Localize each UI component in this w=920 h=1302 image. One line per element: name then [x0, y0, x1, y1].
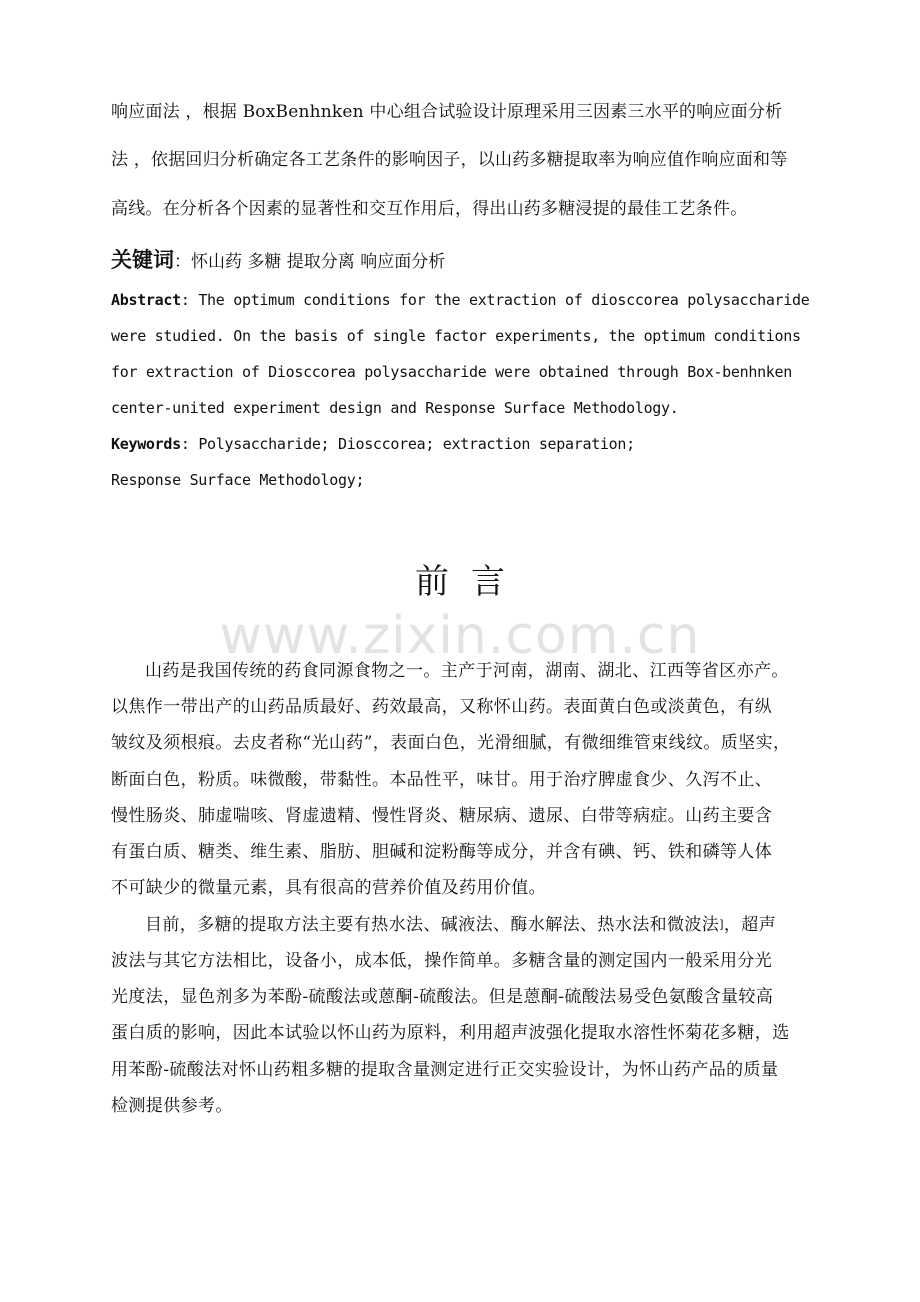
keywords-cn — [111, 246, 445, 276]
abstract-en-line-4: center-united experiment design and Response Surface Methodology. — [111, 399, 679, 417]
keywords-en-text-1: : Polysaccharide; Diosccorea; extraction separation; — [180, 435, 635, 453]
keywords-cn-colon: ： — [174, 252, 191, 272]
para1-line-1: 山药是我国传统的药食同源食物之一。主产于河南，湖南、湖北、江西等省区亦产。 — [145, 661, 789, 681]
abstract-en-line-1 — [111, 289, 809, 311]
keywords-cn-label: 关键词 — [111, 248, 174, 272]
abstract-cn-line-1: 响应面法 ，根据 BoxBenhnken 中心组合试验设计原理采用三因素三水平的响应面分析 — [111, 102, 783, 122]
para1-line-2: 以焦作一带出产的山药品质最好、药效最高，又称怀山药。表面黄白色或淡黄色，有纵 — [111, 697, 773, 717]
abstract-en-label: Abstract — [111, 291, 181, 309]
para2-line-2: 波法与其它方法相比，设备小，成本低，操作简单。多糖含量的测定国内一般采用分光 — [111, 951, 773, 971]
para1-line-4: 断面白色，粉质。味微酸，带黏性。本品性平，味甘。用于治疗脾虚食少、久泻不止、 — [111, 770, 773, 790]
abstract-en-line-2: were studied. On the basis of single factor experiments, the optimum conditions — [111, 327, 801, 345]
para2-line-6: 检测提供参考。 — [111, 1096, 233, 1116]
keywords-en-label: Keywords — [111, 435, 181, 453]
para2-line-1-text: 目前，多糖的提取方法主要有热水法、碱液法、酶水解法、热水法和微波法 — [145, 915, 720, 935]
keywords-en-line-2: Response Surface Methodology; — [111, 471, 365, 489]
keywords-en-line-1 — [111, 433, 635, 455]
abstract-cn-line-2: 法 ，依据回归分析确定各工艺条件的影响因子，以山药多糖提取率为响应值作响应面和等 — [111, 150, 788, 170]
preface-heading: 前言 — [415, 562, 527, 602]
citation-mark: ] — [719, 918, 724, 931]
abstract-en-text-1: : The optimum conditions for the extraction of diosccorea polysaccharide — [180, 291, 810, 309]
para1-line-5: 慢性肠炎、肺虚喘咳、肾虚遗精、慢性肾炎、糖尿病、遗尿、白带等病症。山药主要含 — [111, 806, 773, 826]
abstract-en-line-3: for extraction of Diosccorea polysaccharide were obtained through Box-benhnken — [111, 363, 793, 381]
keywords-cn-text: 怀山药 多糖 提取分离 响应面分析 — [191, 252, 446, 272]
para2-line-4: 蛋白质的影响，因此本试验以怀山药为原料，利用超声波强化提取水溶性怀菊花多糖，选 — [111, 1023, 790, 1043]
para1-line-3: 皱纹及须根痕。去皮者称“光山药”，表面白色，光滑细腻，有微细维管束线纹。质坚实， — [111, 733, 791, 753]
para2-line-1-tail: ，超声 — [723, 915, 777, 935]
para2-line-5: 用苯酚-硫酸法对怀山药粗多糖的提取含量测定进行正交实验设计，为怀山药产品的质量 — [111, 1060, 779, 1080]
para1-line-6: 有蛋白质、糖类、维生素、脂肪、胆碱和淀粉酶等成分，并含有碘、钙、铁和磷等人体 — [111, 842, 773, 862]
para2-line-1 — [145, 913, 776, 937]
abstract-cn-line-3: 高线。在分析各个因素的显著性和交互作用后，得出山药多糖浸提的最佳工艺条件。 — [111, 199, 748, 219]
para2-line-3: 光度法，显色剂多为苯酚-硫酸法或蒽酮-硫酸法。但是蒽酮-硫酸法易受色氨酸含量较高 — [111, 987, 774, 1007]
watermark: www.zixin.com.cn — [219, 606, 701, 666]
para1-line-7: 不可缺少的微量元素，具有很高的营养价值及药用价值。 — [111, 878, 546, 898]
